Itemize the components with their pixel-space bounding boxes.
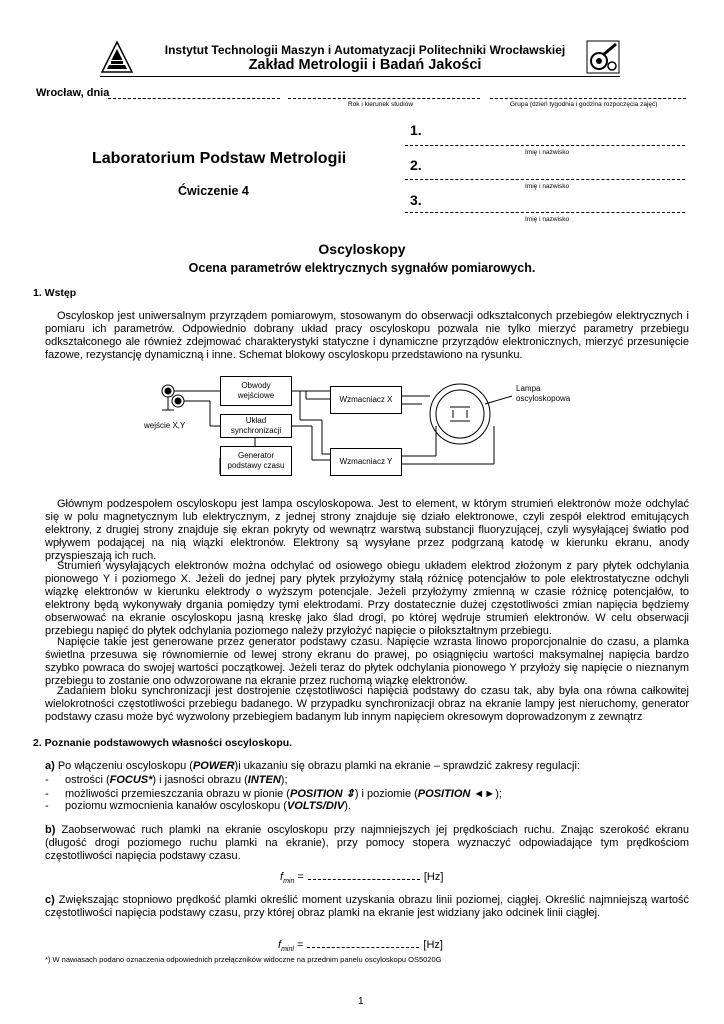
lab-title: Laboratorium Podstaw Metrologii [92, 150, 347, 167]
fmin-formula: $f_{min} = [Hz]$ [280, 871, 444, 886]
sync-block: Układ synchronizacji [220, 414, 292, 438]
amplifier-y-block: Wzmacniacz Y [330, 448, 402, 476]
power-switch-name: POWER [192, 760, 235, 772]
department-logo [586, 40, 620, 74]
name-caption-1: Imię i nazwisko [525, 149, 570, 156]
student-name-field-2[interactable] [405, 179, 685, 180]
student-name-field-3[interactable] [405, 212, 685, 213]
footnote: *) W nawiasach podano oznaczenia odpowiednich przełączników widoczne na przednim panelu oscyloskopu OS5020G [45, 955, 442, 964]
task-b-label: b) [45, 824, 56, 836]
header-divider [100, 76, 620, 77]
volts-div-control-name: VOLTS/DIV [286, 800, 345, 812]
date-field[interactable] [108, 98, 280, 99]
document-subtitle: Ocena parametrów elektrycznych sygnałów pomiarowych. [188, 261, 536, 275]
section-1-heading: 1. Wstęp [33, 287, 77, 299]
focus-control-name: FOCUS* [109, 774, 153, 786]
year-caption: Rok i kierunek studiów [348, 101, 414, 108]
group-caption: Grupa (dzień tygodnia i godzina rozpoczęcia zajęć) [510, 101, 658, 108]
section-1-paragraph-5: Zadaniem bloku synchronizacji jest dostrojenie częstotliwości napięcia podstawy do czasu tak, aby była ona równa całkowitej wielokrotności częstotliwości przebiegu badanego. W przypadku synchronizacji obraz na ekranie lampy jest nieruchomy, generator podstawy czasu może być wyzwolony przebiegiem badanym lub innym napięciem okresowym doprowadzonym z zewnątrz [45, 685, 689, 723]
student-name-field-1[interactable] [405, 145, 685, 146]
amplifier-x-block: Wzmacniacz X [330, 386, 402, 414]
horizontal-position-control-name: POSITION ◄► [417, 788, 496, 800]
time-base-generator-block: Generator podstawy czasu [220, 446, 292, 476]
group-field[interactable] [490, 98, 686, 99]
exercise-title: Ćwiczenie 4 [178, 184, 249, 198]
task-a-label: a) [45, 760, 55, 772]
department-name: Zakład Metrologii i Badań Jakości [248, 57, 482, 73]
input-circuits-block: Obwody wejściowe [220, 376, 292, 406]
oscilloscope-block-diagram [140, 374, 580, 482]
section-1-paragraph-2: Głównym podzespołem oscyloskopu jest lampa oscyloskopowa. Jest to element, w którym strumień elektronów może odchylać się w polu magnetycznym lub elektrycznym, z jednej strony znajduje się działo elektronowe, czyli zespół elektrod emitujących elektrony, z drugiej strony znajduje się ekran pokryty od wewnątrz warstwą substancji fluoryzującej, czyli wysyłającej światło pod wpływem podającej na nią wiązki elektronów. Elektrony są wysyłane przez podgrzaną katodę w kierunku ekranu, anody przyspieszają ich ruch. [45, 498, 689, 562]
student-number-3: 3. [410, 192, 422, 208]
page-number: 1 [358, 996, 364, 1007]
fmin-answer-field[interactable] [308, 869, 420, 880]
input-label: wejście X,Y [144, 421, 186, 430]
tube-label: Lampa oscyloskopowa [516, 384, 571, 403]
inten-control-name: INTEN [247, 774, 281, 786]
bullet-1: - ostrości (FOCUS*) i jasności obrazu (INTEN); [45, 774, 288, 786]
task-c: c) Zwiększając stopniowo prędkość plamki określić moment uzyskania obrazu linii poziomej, ciągłej. Określić najmniejszą wartość częstotliwości napięcia podstawy czasu, przy której obraz plamki na ekranie jest widziany jako odcinek linii ciągłej. [45, 894, 689, 919]
fminl-formula: $f_{minl} = [Hz]$ [278, 939, 443, 954]
section-1-paragraph-1: Oscyloskop jest uniwersalnym przyrządem pomiarowym, stosowanym do obserwacji odkształconych przebiegów elektrycznych i pomiaru ich parametrów. Odpowiednio dobrany układ pracy oscyloskopu pozwala nie tylko mierzyć parametry przebiegu odkształconego ale również zdejmować charakterystyki statyczne i dynamiczne przyrządów elektronicznych, mierzyć przesunięcie fazowe, rezystancję dynamiczną i inne. Schemat blokowy oscyloskopu przedstawiono na rysunku. [45, 310, 689, 361]
fminl-answer-field[interactable] [307, 937, 419, 948]
task-a: a) Po włączeniu oscyloskopu (POWER)i ukazaniu się obrazu plamki na ekranie – sprawdzić zakresy regulacji: [45, 760, 580, 772]
vertical-position-control-name: POSITION ⇕ [289, 788, 355, 800]
bullet-2: - możliwości przemieszczania obrazu w pionie (POSITION ⇕) i poziomie (POSITION ◄►); [45, 788, 502, 800]
student-number-2: 2. [410, 157, 422, 173]
name-caption-2: Imię i nazwisko [525, 183, 570, 190]
university-logo [100, 40, 134, 74]
year-field[interactable] [288, 98, 480, 99]
name-caption-3: Imię i nazwisko [525, 216, 570, 223]
section-2-heading: 2. Poznanie podstawowych własności oscyloskopu. [33, 737, 293, 749]
institute-name: Instytut Technologii Maszyn i Automatyzacji Politechniki Wrocławskiej [164, 43, 566, 57]
section-1-paragraph-3: Strumień wysyłających elektronów można odchylać od osiowego obiegu układem elektrod złożonym z pary płytek odchylania pionowego Y i poziomego X. Jeżeli do jednej pary płytek przyłożymy stałą różnicę potencjałów to pole elektrostatyczne odchyli wiązkę elektronów w kierunku elektrody o wyższym potencjale. Jeżeli przyłożymy zmienną w czasie różnicę potencjałów, to elektrony będą wykonywały drgania pomiędzy tymi elektrodami. Przy dostatecznie dużej częstotliwości zmian napięcia będziemy obserwować na ekranie oscyloskopu jasną kreskę jako ślad drogi, po której wędruje strumień elektronów. W celu obserwacji przebiegu napięć do płytek odchylania poziomego należy przyłożyć napięcie o piłokształtnym przebiegu. [45, 560, 689, 637]
document-title: Oscyloskopy [318, 241, 406, 257]
section-1-paragraph-4: Napięcie takie jest generowane przez generator podstawy czasu. Napięcie wzrasta linowo proporcjonalnie do czasu, a plamka świetlna przesuwa się równomiernie od lewej strony ekranu do prawej, po osiągnięciu wartości maksymalnej napięcia bardzo szybko powraca do swojej wartości początkowej. Jeżeli teraz do płytek odchylania pionowego Y przyłoży się napięcie o nieznanym przebiegu to zostanie ono odwzorowane na ekranie przez ruchomą wiązkę elektronów. [45, 636, 689, 687]
student-number-1: 1. [410, 122, 422, 138]
task-b: b) Zaobserwować ruch plamki na ekranie oscyloskopu przy najmniejszych jej prędkościach ruchu. Znając szerokość ekranu (długość drogi poziomego ruchu plamki na ekranie), przy pomocy stopera wyznaczyć odpowiadające tym prędkościom częstotliwości napięcia podstawy czasu. [45, 824, 689, 862]
bullet-3: - poziomu wzmocnienia kanałów oscyloskopu (VOLTS/DIV). [45, 800, 351, 812]
task-c-label: c) [45, 894, 55, 906]
city-date-label: Wrocław, dnia [36, 87, 110, 99]
